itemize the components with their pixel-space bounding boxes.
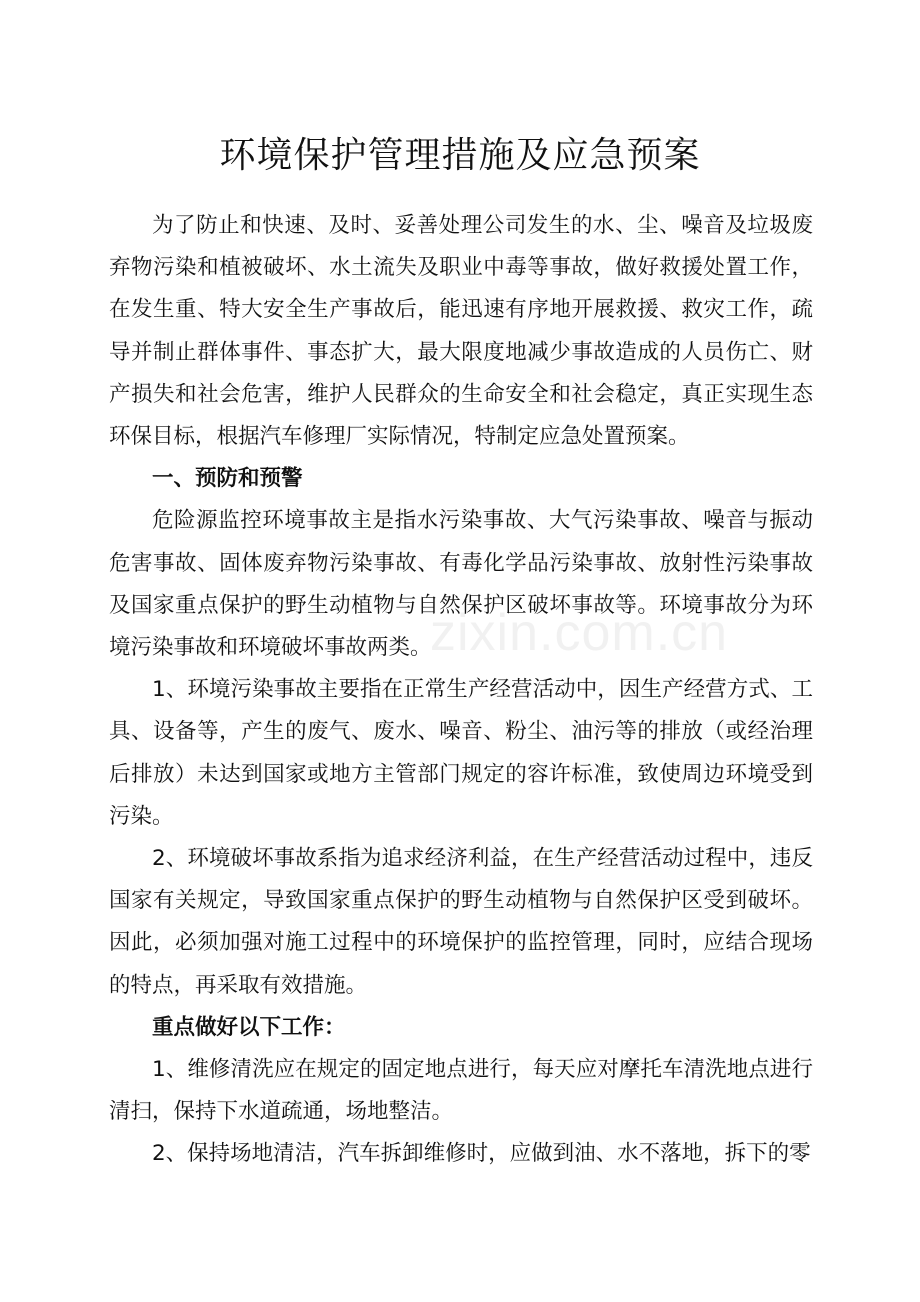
site-watermark: zixin.com.cn	[430, 604, 729, 662]
document-title: 环境保护管理措施及应急预案	[219, 135, 701, 176]
key-work-heading: 重点做好以下工作：	[152, 1014, 346, 1040]
hazard-monitoring-paragraph: 危险源监控环境事故主是指水污染事故、大气污染事故、噪音与振动危害事故、固体废弃物污染事故、有毒化学品污染事故、放射性污染事故及国家重点保护的野生动植物与自然保护区破坏事故等。环境事故分为环境污染事故和环境破坏事故两类。	[109, 508, 813, 661]
pollution-accident-paragraph: 1、环境污染事故主要指在正常生产经营活动中，因生产经营方式、工具、设备等，产生的废气、废水、噪音、粉尘、油污等的排放（或经治理后排放）未达到国家或地方主管部门规定的容许标准，致使周边环境受到污染。	[109, 677, 813, 829]
document-body	[109, 205, 813, 1176]
damage-accident-paragraph: 2、环境破坏事故系指为追求经济利益，在生产经营活动过程中，违反国家有关规定，导致国家重点保护的野生动植物与自然保护区受到破坏。因此，必须加强对施工过程中的环境保护的监控管理，同时，应结合现场的特点，再采取有效措施。	[109, 846, 813, 998]
section-heading-prevention: 一、预防和预警	[152, 466, 303, 492]
intro-paragraph: 为了防止和快速、及时、妥善处理公司发生的水、尘、噪音及垃圾废弃物污染和植被破坏、水土流失及职业中毒等事故，做好救援处置工作，在发生重、特大安全生产事故后，能迅速有序地开展救援、救灾工作，疏导并制止群体事件、事态扩大，最大限度地减少事故造成的人员伤亡、财产损失和社会危害，维护人民群众的生命安全和社会稳定，真正实现生态环保目标，根据汽车修理厂实际情况，特制定应急处置预案。	[109, 213, 813, 450]
cleaning-paragraph: 1、维修清洗应在规定的固定地点进行，每天应对摩托车清洗地点进行清扫，保持下水道疏通，场地整洁。	[109, 1057, 813, 1125]
site-clean-paragraph: 2、保持场地清洁，汽车拆卸维修时，应做到油、水不落地，拆下的零	[152, 1141, 811, 1167]
